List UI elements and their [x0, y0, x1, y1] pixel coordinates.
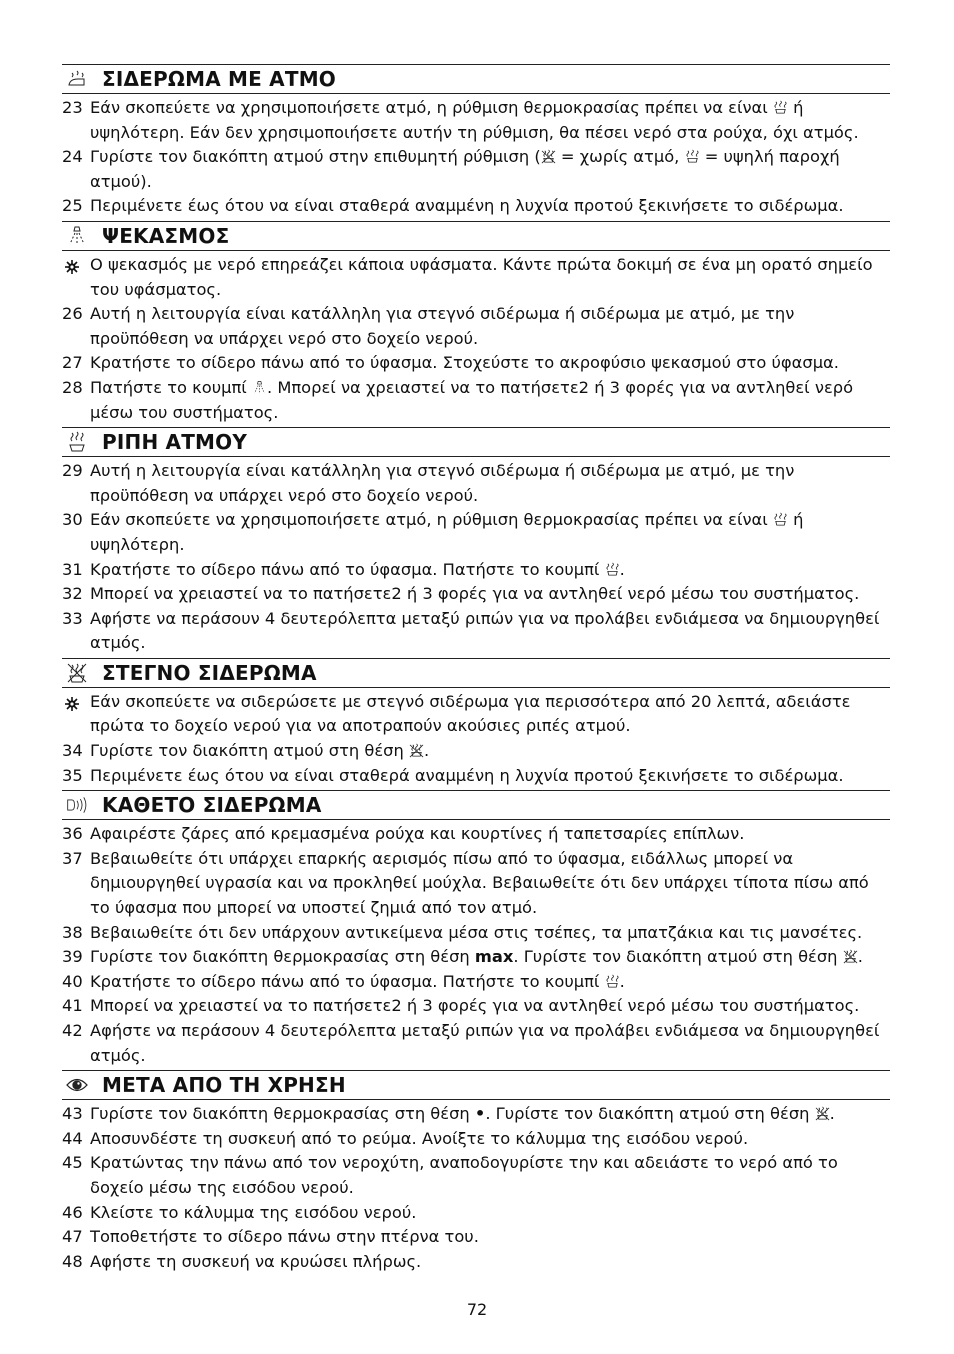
steam-iron-icon — [62, 68, 92, 90]
instruction-step — [62, 1250, 890, 1275]
instruction-step — [62, 459, 890, 508]
instruction-step — [62, 970, 890, 995]
instruction-step — [62, 145, 890, 194]
step-number: 30 — [62, 510, 83, 530]
step-number: 35 — [62, 765, 83, 785]
instruction-step — [62, 558, 890, 583]
page-number: 72 — [466, 1300, 488, 1319]
step-text: Μπορεί να χρειαστεί να το πατήσετε2 ή 3 φορές για να αντληθεί νερό μέσω του συστήματος. — [90, 584, 860, 604]
step-text: Βεβαιωθείτε ότι δεν υπάρχουν αντικείμενα μέσα στις τσέπες, τα μπατζάκια και τις μανσέτες. — [90, 922, 863, 942]
step-text: Περιμένετε έως ότου να είναι σταθερά αναμμένη η λυχνία προτού ξεκινήσετε το σιδέρωμα. — [90, 765, 844, 785]
caution-icon — [64, 258, 80, 274]
instruction-step — [62, 96, 890, 145]
instruction-step — [62, 739, 890, 764]
step-text: Εάν σκοπεύετε να σιδερώσετε με στεγνό σιδέρωμα για περισσότερα από 20 λεπτά, αδειάστε πρώτα το δοχείο νερού για να αποτραπούν ακούσιες ριπές ατμού. — [90, 691, 851, 736]
step-number: 44 — [62, 1128, 83, 1148]
bold-setting: • — [474, 1104, 486, 1124]
step-text: . — [423, 741, 430, 761]
section-header — [62, 1070, 890, 1100]
step-text: Αποσυνδέστε τη συσκευή από το ρεύμα. Ανοίξτε το κάλυμμα της εισόδου νερού. — [90, 1128, 749, 1148]
instruction-step — [62, 351, 890, 376]
spray-icon — [252, 378, 267, 393]
section-title: ΨΕΚΑΣΜΟΣ — [102, 223, 230, 248]
instruction-step — [62, 945, 890, 970]
step-number: 42 — [62, 1021, 83, 1040]
steam-icon — [605, 560, 620, 575]
step-number: 23 — [62, 98, 83, 117]
instruction-step — [62, 1151, 890, 1200]
section-title: ΣΙΔΕΡΩΜΑ ΜΕ ΑΤΜΟ — [102, 67, 337, 91]
steam-icon — [773, 98, 788, 113]
no-steam-icon — [541, 147, 556, 162]
section-header — [62, 658, 890, 688]
section — [62, 221, 890, 425]
step-text: Περιμένετε έως ότου να είναι σταθερά αναμμένη η λυχνία προτού ξεκινήσετε το σιδέρωμα. — [90, 196, 844, 216]
section-title: ΜΕΤΑ ΑΠΟ ΤΗ ΧΡΗΣΗ — [102, 1073, 346, 1098]
instruction-step — [62, 194, 890, 219]
step-text: Πατήστε το κουμπί — [90, 377, 252, 397]
step-text: Βεβαιωθείτε ότι υπάρχει επαρκής αερισμός πίσω από το ύφασμα, ειδάλλως μπορεί να δημιουργηθεί υγρασία και να προκληθεί μούχλα. Βεβαιωθείτε ότι δεν υπάρχει τίποτα πίσω από το ύφασμα που μπορεί να υποστεί ζημιά από τον ατμό. — [90, 848, 869, 918]
step-number: 48 — [62, 1251, 83, 1271]
steam-icon — [685, 147, 700, 162]
instruction-list — [62, 96, 890, 219]
section-title: ΚΑΘΕΤΟ ΣΙΔΕΡΩΜΑ — [102, 793, 322, 818]
section-header — [62, 790, 890, 820]
step-number: 46 — [62, 1202, 83, 1222]
section — [62, 427, 890, 656]
no-steam-icon — [815, 1104, 830, 1119]
section-title: ΣΤΕΓΝΟ ΣΙΔΕΡΩΜΑ — [102, 660, 317, 685]
step-text: = υψηλή παροχή ατμού). — [90, 147, 840, 191]
instruction-step — [62, 607, 890, 656]
step-text: Αφήστε να περάσουν 4 δευτερόλεπτα μεταξύ ριπών για να προλάβει ενδιάμεσα να δημιουργηθεί ατμός. — [90, 608, 880, 653]
step-number: 37 — [62, 848, 83, 868]
step-text: Κρατώντας την πάνω από τον νεροχύτη, αναποδογυρίστε την και αδειάστε το νερό από το δοχείο μέσω της εισόδου νερού. — [90, 1153, 838, 1197]
step-number: 26 — [62, 304, 83, 324]
step-number: 43 — [62, 1104, 83, 1124]
step-text: Τοποθετήστε το σίδερο πάνω στην πτέρνα του. — [90, 1227, 479, 1247]
steam-icon — [605, 972, 620, 987]
step-number: 38 — [62, 922, 83, 942]
step-text: Αφήστε τη συσκευή να κρυώσει πλήρως. — [90, 1251, 422, 1271]
step-text: Γυρίστε τον διακόπτη θερμοκρασίας στη θέση — [90, 947, 475, 967]
caution-note — [62, 690, 890, 739]
step-text: ή υψηλότερη. Εάν δεν χρησιμοποιήσετε αυτήν τη ρύθμιση, θα πέσει νερό στα ρούχα, όχι ατμός. — [90, 98, 859, 142]
instruction-step — [62, 1102, 890, 1127]
step-text: Εάν σκοπεύετε να χρησιμοποιήσετε ατμό, η ρύθμιση θερμοκρασίας πρέπει να είναι — [90, 510, 773, 530]
step-number: 36 — [62, 824, 83, 844]
step-text: Αφήστε να περάσουν 4 δευτερόλεπτα μεταξύ ριπών για να προλάβει ενδιάμεσα να δημιουργηθεί ατμός. — [90, 1021, 880, 1065]
instruction-list — [62, 690, 890, 788]
step-number: 45 — [62, 1153, 83, 1173]
step-text: ή υψηλότερη. — [90, 510, 804, 554]
instruction-step — [62, 921, 890, 946]
instruction-step — [62, 1127, 890, 1152]
section-header — [62, 64, 890, 94]
steam-shot-icon — [62, 431, 92, 453]
caution-icon — [64, 695, 80, 711]
instruction-step — [62, 582, 890, 607]
section — [62, 64, 890, 219]
instruction-step — [62, 1201, 890, 1226]
step-number: 39 — [62, 947, 83, 967]
instruction-step — [62, 376, 890, 425]
step-number: 27 — [62, 353, 83, 373]
step-text: . — [619, 971, 625, 991]
no-steam-icon — [843, 947, 858, 962]
document-page — [62, 62, 890, 1274]
instruction-step — [62, 302, 890, 351]
step-number: 40 — [62, 971, 83, 991]
instruction-step — [62, 764, 890, 789]
instruction-step — [62, 847, 890, 921]
dry-iron-icon — [62, 662, 92, 684]
step-text: Γυρίστε τον διακόπτη ατμού στη θέση — [90, 741, 409, 761]
step-text: Αυτή η λειτουργία είναι κατάλληλη για στεγνό σιδέρωμα ή σιδέρωμα με ατμό, με την προϋπόθεση να υπάρχει νερό στο δοχείο νερού. — [90, 461, 795, 505]
bold-setting: max — [474, 947, 514, 967]
instruction-list — [62, 1102, 890, 1274]
instruction-step — [62, 1225, 890, 1250]
section — [62, 790, 890, 1068]
step-number: 29 — [62, 461, 83, 481]
section — [62, 658, 890, 788]
section-header — [62, 427, 890, 457]
step-text: Κρατήστε το σίδερο πάνω από το ύφασμα. Πατήστε το κουμπί — [90, 559, 605, 579]
steam-icon — [773, 510, 788, 525]
section-header — [62, 221, 890, 251]
step-number: 33 — [62, 608, 83, 628]
spray-icon — [62, 225, 92, 247]
step-text: . Γυρίστε τον διακόπτη ατμού στη θέση — [485, 1104, 815, 1124]
step-text: . Μπορεί να χρειαστεί να το πατήσετε2 ή 3 φορές για να αντληθεί νερό μέσω του συστήματος. — [90, 377, 854, 422]
instruction-step — [62, 822, 890, 847]
step-number: 24 — [62, 147, 83, 167]
instruction-list — [62, 459, 890, 656]
instruction-step — [62, 508, 890, 557]
step-number: 28 — [62, 377, 83, 397]
step-text: = χωρίς ατμό, — [555, 147, 685, 167]
instruction-step — [62, 994, 890, 1019]
step-text: . Γυρίστε τον διακόπτη ατμού στη θέση — [513, 947, 843, 967]
step-text: Κρατήστε το σίδερο πάνω από το ύφασμα. Πατήστε το κουμπί — [90, 971, 605, 991]
step-text: . — [829, 1104, 835, 1124]
step-text: Κρατήστε το σίδερο πάνω από το ύφασμα. Στοχεύστε το ακροφύσιο ψεκασμού στο ύφασμα. — [90, 353, 839, 373]
instruction-list — [62, 253, 890, 425]
step-text: Γυρίστε τον διακόπτη θερμοκρασίας στη θέση — [90, 1104, 475, 1124]
section-title: ΡΙΠΗ ΑΤΜΟΥ — [102, 430, 248, 455]
step-text: . — [619, 559, 625, 579]
step-text: . — [857, 947, 863, 967]
no-steam-icon — [409, 741, 424, 756]
step-number: 32 — [62, 584, 83, 604]
vertical-iron-icon — [62, 794, 92, 816]
step-number: 31 — [62, 559, 83, 579]
step-text: Κλείστε το κάλυμμα της εισόδου νερού. — [90, 1202, 417, 1222]
instruction-step — [62, 1019, 890, 1068]
instruction-list — [62, 822, 890, 1068]
eye-icon — [62, 1074, 92, 1096]
step-number: 25 — [62, 196, 83, 216]
step-number: 41 — [62, 996, 83, 1016]
step-text: Αυτή η λειτουργία είναι κατάλληλη για στεγνό σιδέρωμα ή σιδέρωμα με ατμό, με την προϋπόθεση να υπάρχει νερό στο δοχείο νερού. — [90, 304, 795, 348]
step-text: Μπορεί να χρειαστεί να το πατήσετε2 ή 3 φορές για να αντληθεί νερό μέσω του συστήματος. — [90, 996, 860, 1016]
step-number: 47 — [62, 1227, 83, 1247]
step-text: Ο ψεκασμός με νερό επηρεάζει κάποια υφάσματα. Κάντε πρώτα δοκιμή σε ένα μη ορατό σημείο του υφάσματος. — [90, 254, 873, 299]
caution-note — [62, 253, 890, 302]
section — [62, 1070, 890, 1274]
step-number: 34 — [62, 741, 83, 761]
step-text: Γυρίστε τον διακόπτη ατμού στην επιθυμητή ρύθμιση ( — [90, 147, 541, 167]
step-text: Εάν σκοπεύετε να χρησιμοποιήσετε ατμό, η ρύθμιση θερμοκρασίας πρέπει να είναι — [90, 98, 773, 117]
step-text: Αφαιρέστε ζάρες από κρεμασμένα ρούχα και κουρτίνες ή ταπετσαρίες επίπλων. — [90, 824, 745, 844]
